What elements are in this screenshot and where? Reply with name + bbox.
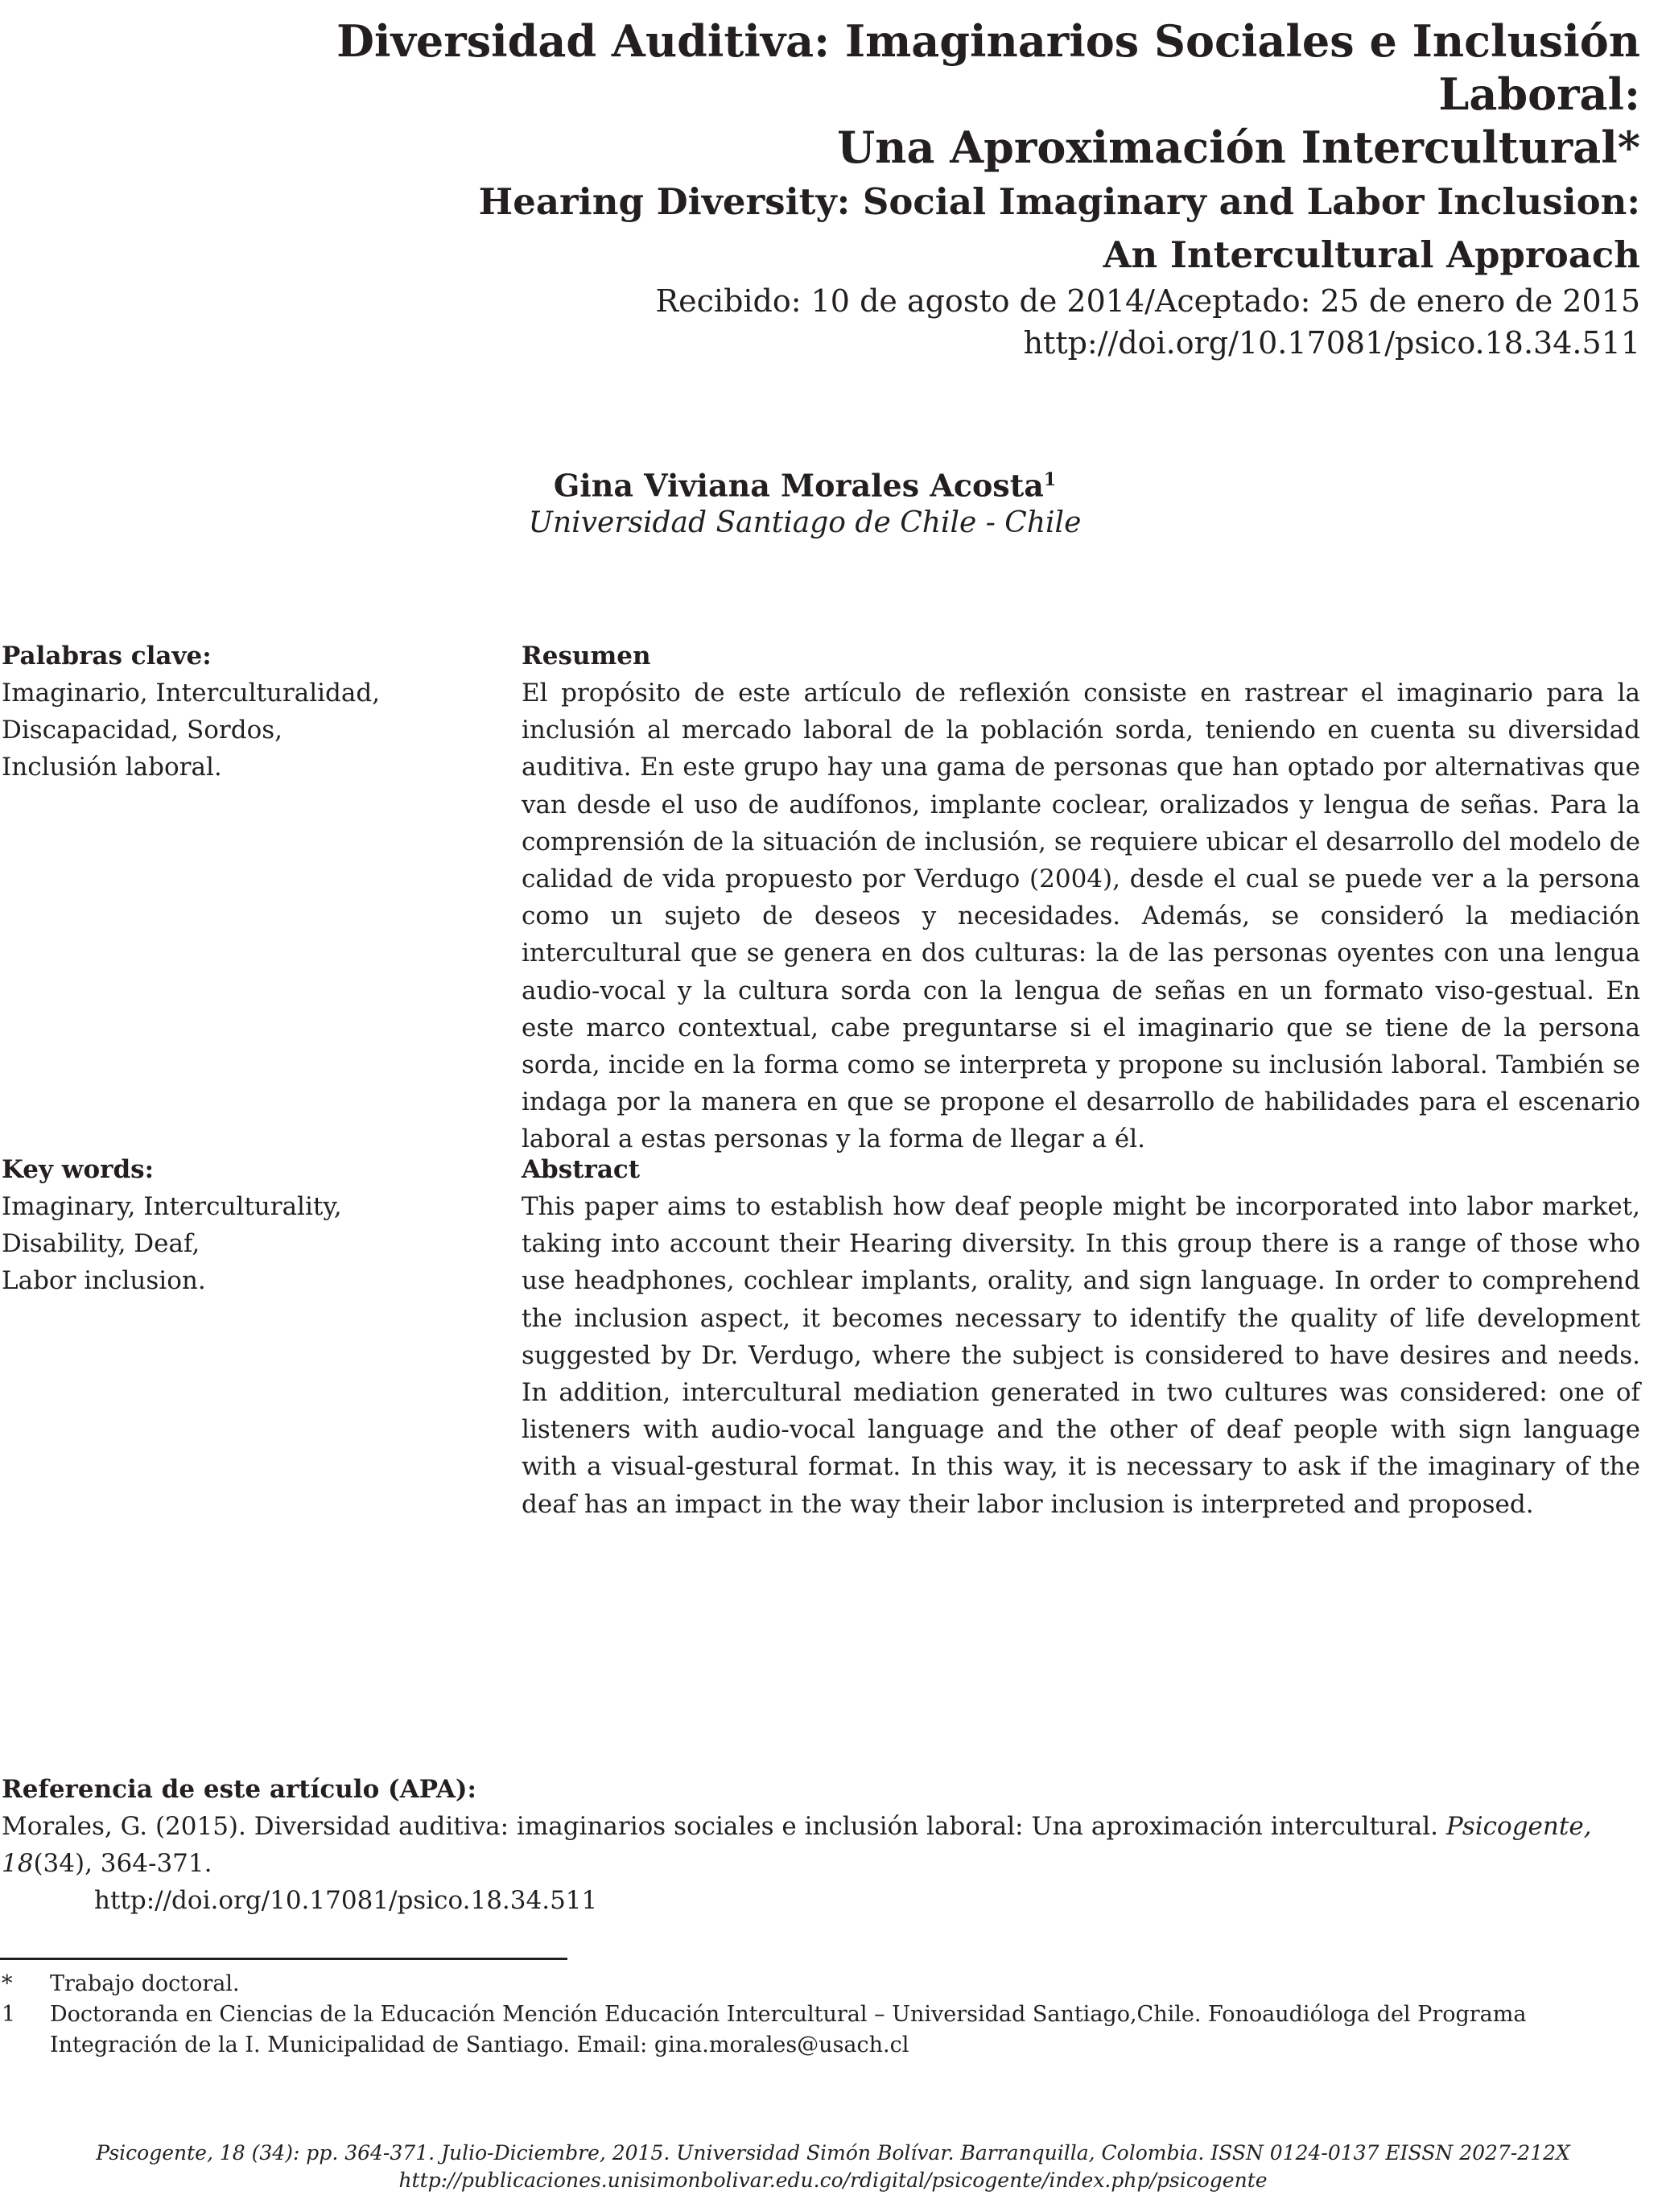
keyword-line: Imaginario, Interculturalidad, xyxy=(2,679,381,708)
title-spanish-line2: Una Aproximación Intercultural* xyxy=(837,122,1640,173)
footnote-item xyxy=(2,1969,1643,1999)
author-footnote-mark: 1 xyxy=(1043,469,1057,490)
reference-part1: Morales, G. (2015). Diversidad auditiva: imaginarios sociales e inclusión laboral: Una aproximación intercultural. xyxy=(2,1812,1446,1841)
keywords-es-label: Palabras clave: xyxy=(2,642,212,671)
keywords-en-list xyxy=(2,1188,452,1299)
author-name xyxy=(483,459,1127,507)
footnote-item xyxy=(2,1999,1643,2061)
reference-doi[interactable]: http://doi.org/10.17081/psico.18.34.511 xyxy=(94,1886,598,1915)
keyword-line: Disability, Deaf, xyxy=(2,1229,200,1258)
keyword-line: Labor inclusion. xyxy=(2,1266,206,1295)
title-spanish xyxy=(192,14,1640,174)
footnote-divider xyxy=(0,1958,567,1960)
author-name-text: Gina Viviana Morales Acosta xyxy=(553,467,1044,504)
footnote-mark: * xyxy=(2,1971,13,1996)
keywords-en-label: Key words: xyxy=(2,1155,155,1184)
article-doi[interactable]: http://doi.org/10.17081/psico.18.34.511 xyxy=(1023,325,1640,361)
abstract-text: This paper aims to establish how deaf people might be incorporated into labor market, taking into account their Hearing diversity. In this group there is a range of those who use headphones, cochlear implants, orality, and sign language. In order to comprehend the inclusion aspect, it becomes necessary to identify the quality of life development suggested by Dr. Verdugo, where the subject is considered to have desires and needs. In addition, intercultural mediation generated in two cultures was considered: one of listeners with audio-vocal language and the other of deaf people with sign language with a visual-gestural format. In this way, it is necessary to ask if the imaginary of the deaf has an impact in the way their labor inclusion is interpreted and proposed. xyxy=(522,1192,1640,1519)
reference-label: Referencia de este artículo (APA): xyxy=(2,1775,476,1804)
abstract-heading: Abstract xyxy=(522,1155,641,1184)
footnote-text: Doctoranda en Ciencias de la Educación Mención Educación Intercultural – Universidad Santiago,Chile. Fonoaudióloga del Programa Integración de la I. Municipalidad de Santiago. Email: gina.morales@usach.cl xyxy=(50,2002,1527,2057)
reference-citation xyxy=(2,1808,1643,1919)
resumen-text: El propósito de este artículo de reflexión consiste en rastrear el imaginario para la inclusión al mercado laboral de la población sorda, teniendo en cuenta su diversidad auditiva. En este grupo hay una gama de personas que han optado por alternativas que van desde el uso de audífonos, implante coclear, oralizados y lengua de señas. Para la comprensión de la situación de inclusión, se requiere ubicar el desarrollo del modelo de calidad de vida propuesto por Verdugo (2004), desde el cual se puede ver a la persona como un sujeto de deseos y necesidades. Además, se consideró la mediación intercultural que se genera en dos culturas: la de las personas oyentes con una lengua audio-vocal y la cultura sorda con la lengua de señas en un formato viso-gestual. En este marco contextual, cabe preguntarse si el imaginario que se tiene de la persona sorda, incide en la forma como se interpreta y propone su inclusión laboral. También se indaga por la manera en que se propone el desarrollo de habilidades para el escenario laboral a estas personas y la forma de llegar a él. xyxy=(522,679,1640,1154)
title-english-line1: Hearing Diversity: Social Imaginary and Labor Inclusion: xyxy=(478,180,1640,223)
title-english xyxy=(192,175,1640,282)
footnote-mark: 1 xyxy=(2,2002,16,2027)
keyword-line: Imaginary, Interculturality, xyxy=(2,1192,342,1221)
received-accepted-dates: Recibido: 10 de agosto de 2014/Aceptado: 25 de enero de 2015 xyxy=(655,283,1640,319)
title-english-line2: An Intercultural Approach xyxy=(1103,233,1640,276)
article-dates xyxy=(192,280,1640,364)
reference-journal: Psicogente, 18 xyxy=(2,1812,1592,1878)
footnote-text: Trabajo doctoral. xyxy=(50,1971,240,1996)
journal-footer-citation: Psicogente, 18 (34): pp. 364-371. Julio-Diciembre, 2015. Universidad Simón Bolívar. Barranquilla, Colombia. ISSN 0124-0137 EISSN 2027-212X xyxy=(96,2141,1570,2165)
keyword-line: Discapacidad, Sordos, xyxy=(2,716,282,745)
resumen-heading: Resumen xyxy=(522,642,651,671)
journal-footer-url[interactable]: http://publicaciones.unisimonbolivar.edu.co/rdigital/psicogente/index.php/psicogente xyxy=(398,2169,1268,2192)
author-affiliation: Universidad Santiago de Chile - Chile xyxy=(528,506,1082,539)
keywords-es-list xyxy=(2,675,452,786)
title-spanish-line1: Diversidad Auditiva: Imaginarios Sociales e Inclusión Laboral: xyxy=(336,15,1640,120)
keyword-line: Inclusión laboral. xyxy=(2,753,222,782)
reference-part2: (34), 364-371. xyxy=(33,1849,212,1878)
